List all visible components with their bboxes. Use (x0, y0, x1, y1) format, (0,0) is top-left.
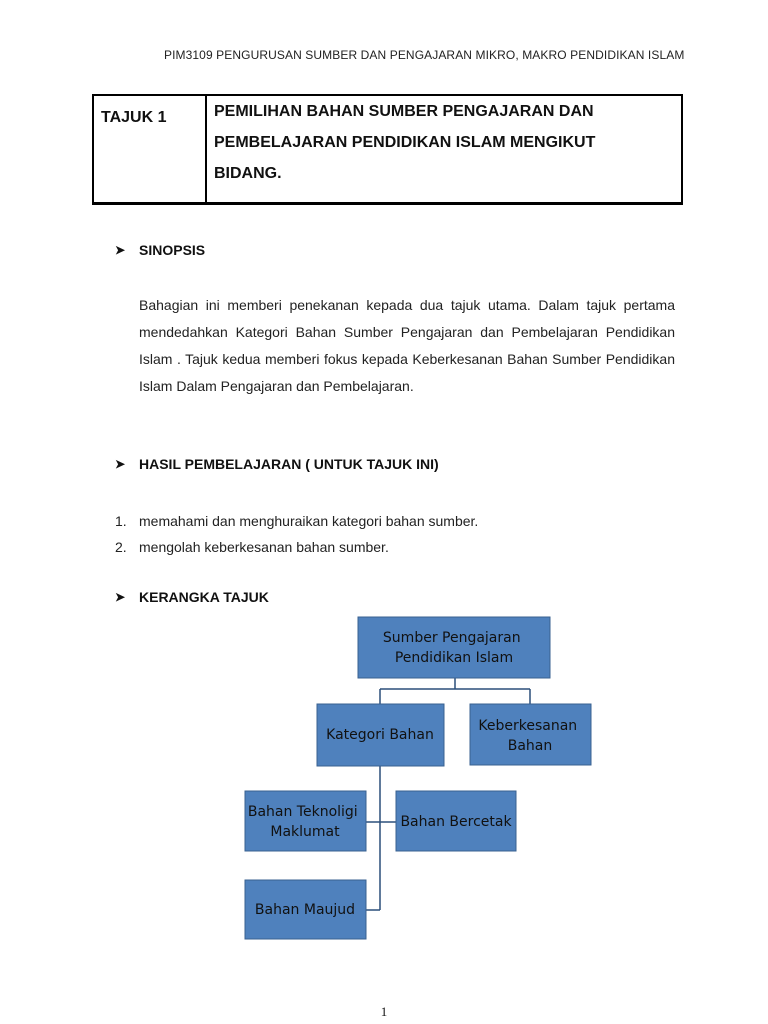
node-text-line: Bahan (507, 738, 553, 754)
node-text-line: Kategori Bahan (326, 727, 434, 743)
page-number: 1 (380, 1004, 388, 1019)
diagram-node-ict (245, 791, 366, 851)
arrow-bullet-icon: ➤ (115, 243, 126, 257)
list-item-text: memahami dan menghuraikan kategori bahan sumber. (139, 513, 479, 529)
learning-outcomes-heading-label: HASIL PEMBELAJARAN ( UNTUK TAJUK INI) (139, 456, 439, 472)
node-text-line: Maklumat (270, 824, 340, 840)
list-item-number: 1. (115, 513, 127, 529)
topic-title-line: PEMILIHAN BAHAN SUMBER PENGAJARAN DAN (214, 103, 594, 120)
arrow-bullet-icon: ➤ (115, 590, 126, 604)
diagram-node-category (317, 704, 444, 766)
node-text-line: Sumber Pengajaran (382, 630, 521, 646)
node-text-line: Bahan Bercetak (400, 814, 512, 830)
list-item-text: mengolah keberkesanan bahan sumber. (139, 539, 389, 555)
list-item-number: 2. (115, 539, 127, 555)
node-text-line: Bahan Teknoligi (247, 804, 358, 820)
svg-text:Kategori Bahan (326, 727, 434, 743)
node-text-line: Bahan Maujud (254, 902, 356, 918)
diagram-node-effectiveness (470, 704, 591, 765)
topic-title-line: BIDANG. (214, 165, 282, 182)
synopsis-heading-label: SINOPSIS (139, 242, 206, 258)
node-text-line: Keberkesanan (478, 718, 578, 734)
arrow-bullet-icon: ➤ (115, 457, 126, 471)
svg-text:Bahan Bercetak (400, 814, 512, 830)
svg-text:Bahan Maujud (255, 902, 355, 918)
topic-title-line: PEMBELAJARAN PENDIDIKAN ISLAM MENGIKUT (214, 134, 596, 151)
synopsis-body: Bahagian ini memberi penekanan kepada dua tajuk utama. Dalam tajuk pertama mendedahkan Kategori Bahan Sumber Pengajaran dan Pembelajaran Pendidikan Islam . Tajuk kedua memberi fokus kepada Keberkesanan Bahan Sumber Pendidikan Islam Dalam Pengajaran dan Pembelajaran. (139, 297, 675, 394)
topic-label: TAJUK 1 (93, 95, 206, 203)
diagram-node-root (358, 617, 550, 678)
framework-heading-label: KERANGKA TAJUK (139, 589, 269, 605)
diagram-node-printed (396, 791, 516, 851)
connector-root-to-children (380, 678, 530, 704)
running-header: PIM3109 PENGURUSAN SUMBER DAN PENGAJARAN MIKRO, MAKRO PENDIDIKAN ISLAM (164, 48, 685, 62)
node-text-line: Pendidikan Islam (394, 650, 514, 666)
diagram-node-concrete (245, 880, 366, 939)
